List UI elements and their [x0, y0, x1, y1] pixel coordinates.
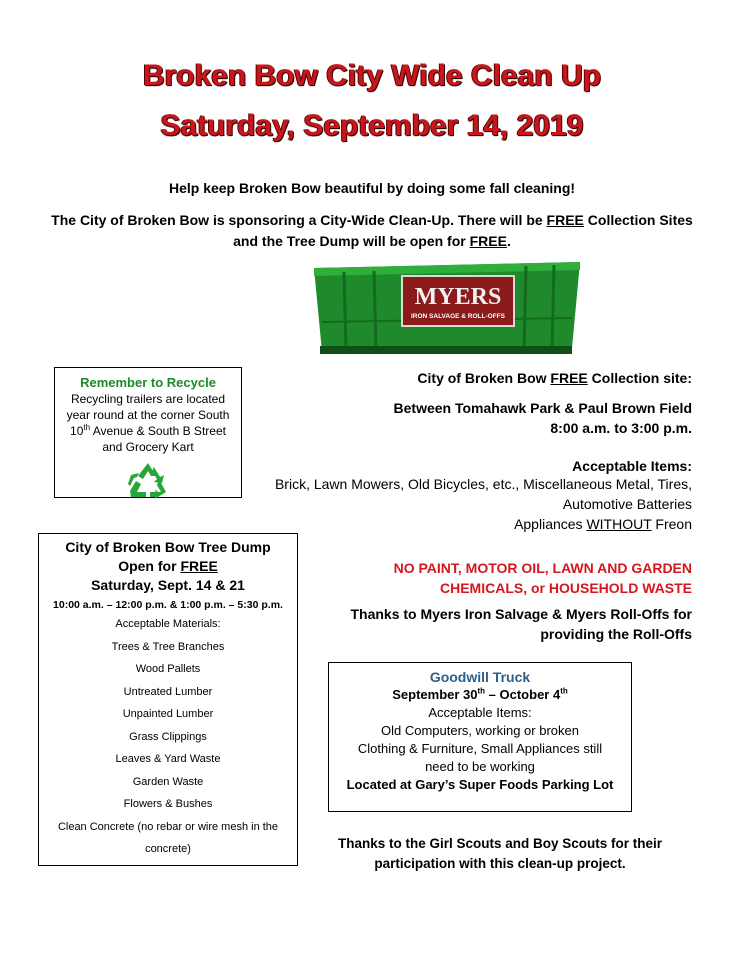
- goodwill-acceptable: Acceptable Items:: [428, 705, 532, 720]
- warning-line1: NO PAINT, MOTOR OIL, LAWN AND GARDEN: [393, 560, 692, 576]
- sponsor-part2: Collection Sites and the Tree Dump will be open for: [233, 212, 693, 249]
- sponsor-part3: .: [506, 233, 511, 249]
- recycle-line2: year round at the corner South: [66, 408, 230, 422]
- collection-location: Between Tomahawk Park & Paul Brown Field: [393, 400, 692, 416]
- sponsor-part1: The City of Broken Bow is sponsoring a City-Wide Clean-Up. There will be: [51, 212, 547, 228]
- list-item: Leaves & Yard Waste: [115, 753, 221, 765]
- list-item: Unpainted Lumber: [122, 708, 214, 720]
- tree-dump-open-free: FREE: [180, 558, 218, 574]
- thanks-myers-line1: Thanks to Myers Iron Salvage & Myers Roll-Offs for: [350, 606, 692, 622]
- warning-text: [312, 558, 692, 598]
- goodwill-date-sup1: th: [477, 686, 486, 696]
- goodwill-line1: Old Computers, working or broken: [381, 723, 579, 738]
- list-item: Trees & Tree Branches: [111, 640, 225, 653]
- recycle-line3-post: Avenue & South B Street: [90, 424, 226, 438]
- sponsor-text: [40, 210, 704, 252]
- materials-list: [39, 636, 297, 816]
- warning-line2: CHEMICALS, or HOUSEHOLD WASTE: [439, 580, 692, 596]
- list-item-last: Clean Concrete (no rebar or wire mesh in the concrete): [57, 820, 279, 855]
- acceptable-line3: [212, 514, 692, 534]
- acceptable-line2: Automotive Batteries: [562, 496, 692, 512]
- recycle-line3-sup: th: [83, 423, 91, 432]
- list-item: Flowers & Bushes: [123, 798, 213, 810]
- goodwill-line2: Clothing & Furniture, Small Appliances still: [357, 741, 603, 756]
- recycle-line3-pre: 10: [70, 424, 84, 438]
- intro-text: Help keep Broken Bow beautiful by doing some fall cleaning!: [168, 180, 576, 196]
- recycle-icon: [128, 461, 168, 499]
- goodwill-dates: [329, 686, 631, 704]
- page-title: Broken Bow City Wide Clean Up: [142, 59, 602, 92]
- collection-title-pre: City of Broken Bow: [417, 370, 551, 386]
- acceptable-items-title: Acceptable Items:: [572, 458, 692, 474]
- recycle-line4: and Grocery Kart: [102, 440, 194, 454]
- goodwill-date-pre: September 30: [392, 687, 478, 702]
- thanks-scouts-line1: Thanks to the Girl Scouts and Boy Scouts for their: [337, 836, 663, 851]
- thanks-myers-line2: providing the Roll-Offs: [540, 626, 692, 642]
- goodwill-heading: Goodwill Truck: [429, 669, 531, 685]
- collection-title-free: FREE: [550, 370, 588, 386]
- goodwill-date-mid: – October 4: [485, 687, 561, 702]
- recycle-line1: Recycling trailers are located: [70, 392, 226, 406]
- list-item: Wood Pallets: [135, 663, 201, 675]
- event-date-title: Saturday, September 14, 2019: [160, 109, 584, 142]
- acceptable-line3-post: Freon: [651, 516, 692, 532]
- sponsor-free1: FREE: [546, 212, 584, 228]
- thanks-scouts-text: [320, 834, 680, 874]
- goodwill-line3: need to be working: [425, 759, 535, 774]
- sponsor-free2: FREE: [469, 233, 507, 249]
- acceptable-items-list: [212, 474, 692, 534]
- tree-dump-dates: Saturday, Sept. 14 & 21: [91, 577, 245, 593]
- collection-hours: 8:00 a.m. to 3:00 p.m.: [550, 420, 692, 436]
- tree-dump-times: 10:00 a.m. – 12:00 p.m. & 1:00 p.m. – 5:30 p.m.: [53, 599, 283, 611]
- tree-dump-title: City of Broken Bow Tree Dump: [65, 539, 271, 555]
- list-item: Garden Waste: [132, 775, 204, 788]
- tree-dump-open-pre: Open for: [118, 558, 181, 574]
- goodwill-box: [328, 662, 632, 812]
- acceptable-line3-pre: Appliances: [514, 516, 587, 532]
- materials-title: Acceptable Materials:: [115, 618, 221, 630]
- dumpster-brand: MYERS: [414, 284, 502, 310]
- acceptable-line3-u: WITHOUT: [586, 516, 652, 532]
- list-item: Grass Clippings: [129, 730, 207, 743]
- thanks-myers-text: [292, 604, 692, 644]
- thanks-scouts-line2: participation with this clean-up project.: [374, 856, 626, 871]
- acceptable-line1: Brick, Lawn Mowers, Old Bicycles, etc., Miscellaneous Metal, Tires,: [274, 476, 692, 492]
- tree-dump-open: [39, 557, 297, 576]
- collection-site-title: [417, 368, 692, 388]
- dumpster-image: [314, 262, 580, 354]
- collection-title-post: Collection site:: [587, 370, 692, 386]
- goodwill-date-sup2: th: [560, 686, 568, 696]
- goodwill-location: Located at Gary’s Super Foods Parking Lot: [346, 777, 614, 792]
- list-item: Untreated Lumber: [123, 685, 213, 698]
- dumpster-subtitle: IRON SALVAGE & ROLL-OFFS: [410, 313, 506, 320]
- recycle-heading: Remember to Recycle: [80, 375, 216, 390]
- tree-dump-box: [38, 533, 298, 866]
- recycle-line3: [55, 423, 241, 439]
